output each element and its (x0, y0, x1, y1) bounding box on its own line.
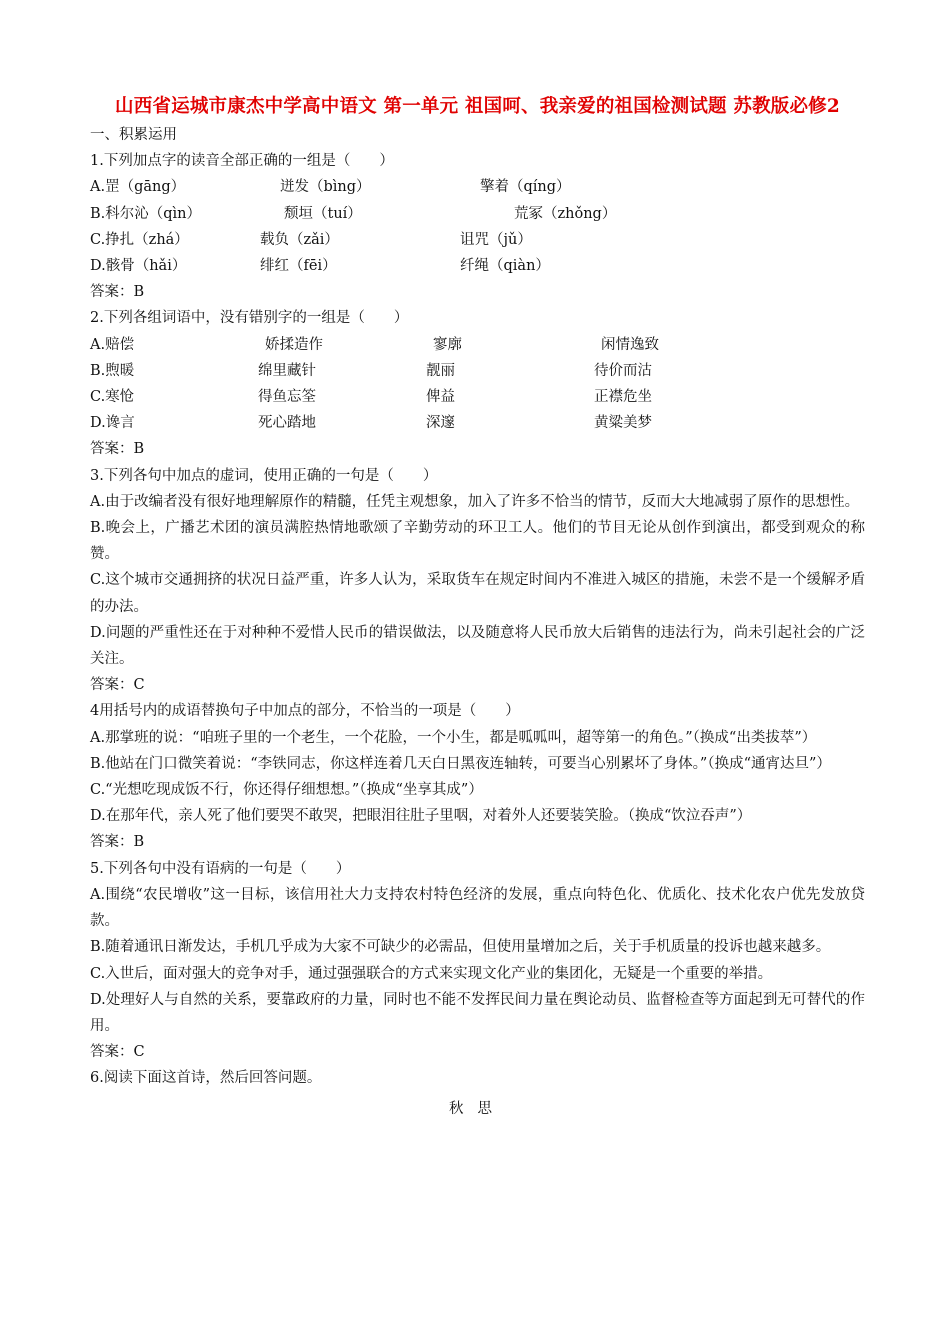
q2-d-item-2: 死心踏地 (258, 415, 316, 432)
q2-b-item-2: 绵里藏针 (258, 362, 316, 379)
q1-d-item-3: 纤绳（qiàn） (460, 258, 550, 275)
q2-d-item-3: 深邃 (426, 415, 455, 432)
q1-d-item-2: 绯红（fēi） (260, 258, 337, 275)
q2-b-item-3: 靓丽 (426, 362, 455, 379)
q1-a-item-3: 擎着（qíng） (480, 179, 571, 196)
q2-d-item-4: 黄粱美梦 (594, 415, 652, 432)
q1-d-item-1: D.骸骨（hǎi） (90, 258, 187, 275)
q2-b-item-4: 待价而沽 (594, 362, 652, 379)
q2-a-item-1: A.赔偿 (90, 336, 135, 353)
q1-option-row (90, 253, 865, 279)
q2-a-item-3: 寥廓 (433, 336, 462, 353)
question-4-stem: 4用括号内的成语替换句子中加点的部分，不恰当的一项是（ ） (90, 703, 520, 720)
q3-option-d: D.问题的严重性还在于对种种不爱惜人民币的错误做法，以及随意将人民币放大后销售的违法行为，尚未引起社会的广泛关注。 (90, 624, 865, 668)
q2-d-item-1: D.谗言 (90, 415, 135, 432)
q1-a-item-1: A.罡（gāng） (90, 179, 186, 196)
q5-option-c: C.入世后，面对强大的竞争对手，通过强强联合的方式来实现文化产业的集团化，无疑是一个重要的举措。 (90, 965, 773, 982)
q4-option-b: B.他站在门口微笑着说：“李铁同志，你这样连着几天白日黑夜连轴转，可要当心别累坏了身体。”（换成“通宵达旦”） (90, 755, 831, 772)
q2-option-row (90, 332, 865, 358)
q2-a-item-4: 闲情逸致 (601, 336, 659, 353)
q5-option-a: A.围绕“农民增收”这一目标，该信用社大力支持农村特色经济的发展，重点向特色化、优质化、技术化农户优先发放贷款。 (90, 886, 865, 930)
q1-c-item-3: 诅咒（jǔ） (460, 231, 532, 248)
q2-option-row (90, 410, 865, 436)
question-6-stem: 6.阅读下面这首诗，然后回答问题。 (90, 1070, 322, 1087)
q1-c-item-1: C.挣扎（zhá） (90, 231, 189, 248)
question-5-stem: 5.下列各句中没有语病的一句是（ ） (90, 860, 351, 877)
q5-option-b: B.随着通讯日渐发达，手机几乎成为大家不可缺少的必需品，但使用量增加之后，关于手机质量的投诉也越来越多。 (90, 939, 831, 956)
section-heading: 一、积累运用 (90, 127, 177, 143)
q4-option-a: A.那掌班的说：“咱班子里的一个老生，一个花脸，一个小生，都是呱呱叫，超等第一的角色。”（换成“出类拔萃”） (90, 729, 817, 746)
q2-c-item-1: C.寒怆 (90, 389, 135, 406)
q1-option-row (90, 201, 865, 227)
q3-option-b: B.晚会上，广播艺术团的演员满腔热情地歌颂了辛勤劳动的环卫工人。他们的节目无论从创作到演出，都受到观众的称赞。 (90, 520, 865, 563)
q1-option-row (90, 227, 865, 253)
q3-option-c: C.这个城市交通拥挤的状况日益严重，许多人认为，采取货车在规定时间内不准进入城区的措施，未尝不是一个缓解矛盾的办法。 (90, 572, 865, 615)
question-5-answer: 答案：C (90, 1044, 145, 1061)
q1-b-item-1: B.科尔沁（qìn） (90, 205, 202, 222)
q1-b-item-3: 荒冢（zhǒng） (514, 205, 617, 222)
question-1-stem: 1.下列加点字的读音全部正确的一组是（ ） (90, 153, 394, 170)
q1-b-item-2: 颓垣（tuí） (284, 205, 362, 222)
q2-a-item-2: 娇揉造作 (265, 336, 323, 353)
q2-b-item-1: B.煦暖 (90, 362, 135, 379)
q2-c-item-3: 俾益 (426, 389, 455, 406)
q4-option-c: C.“光想吃现成饭不行，你还得仔细想想。”（换成“坐享其成”） (90, 782, 483, 799)
q2-option-row (90, 384, 865, 410)
question-4-answer: 答案：B (90, 834, 145, 851)
q4-option-d: D.在那年代，亲人死了他们要哭不敢哭，把眼泪往肚子里咽，对着外人还要装笑脸。（换成“饮泣吞声”） (90, 808, 752, 825)
question-3-stem: 3.下列各句中加点的虚词，使用正确的一句是（ ） (90, 467, 438, 484)
question-1-answer: 答案：B (90, 284, 145, 301)
q2-option-row (90, 358, 865, 384)
q3-option-a: A.由于改编者没有很好地理解原作的精髓，任凭主观想象，加入了许多不恰当的情节，反而大大地减弱了原作的思想性。 (90, 493, 860, 510)
q1-option-row (90, 174, 865, 200)
document-page (90, 94, 865, 1122)
q2-c-item-2: 得鱼忘筌 (258, 389, 316, 406)
question-3-answer: 答案：C (90, 677, 145, 694)
question-2-stem: 2.下列各组词语中，没有错别字的一组是（ ） (90, 310, 409, 327)
poem-title: 秋思 (449, 1100, 506, 1117)
document-title: 山西省运城市康杰中学高中语文 第一单元 祖国呵、我亲爱的祖国检测试题 苏教版必修2 (115, 96, 840, 117)
q1-a-item-2: 迸发（bìng） (280, 179, 371, 196)
q5-option-d: D.处理好人与自然的关系，要靠政府的力量，同时也不能不发挥民间力量在舆论动员、监督检查等方面起到无可替代的作用。 (90, 991, 865, 1034)
question-2-answer: 答案：B (90, 441, 145, 458)
q1-c-item-2: 载负（zǎi） (260, 231, 339, 248)
q2-c-item-4: 正襟危坐 (594, 389, 652, 406)
